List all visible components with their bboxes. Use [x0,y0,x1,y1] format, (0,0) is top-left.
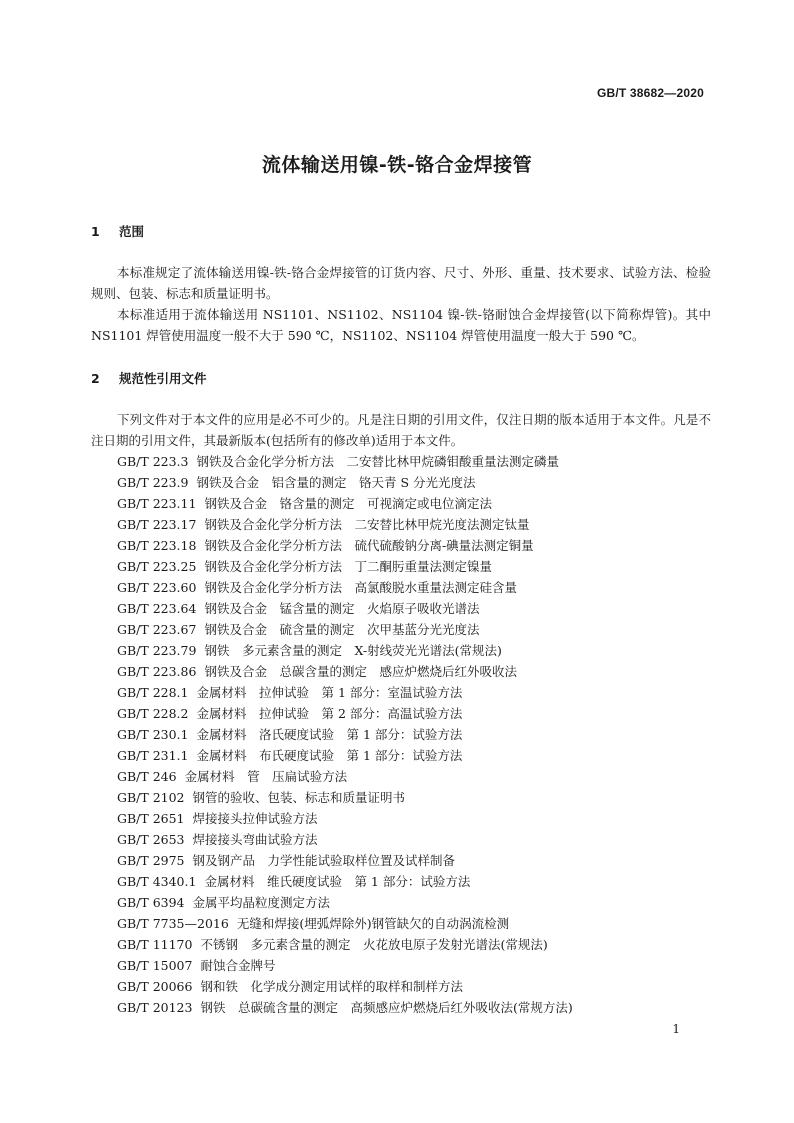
normative-reference-list [117,451,717,1018]
reference-code: GB/T 6394 [117,895,185,910]
reference-item [117,850,717,871]
reference-item [117,703,717,724]
reference-code: GB/T 228.1 [117,685,189,700]
scope-paragraph-2: 本标准适用于流体输送用 NS1101、NS1102、NS1104 镍-铁-铬耐蚀合金焊接管(以下简称焊管)。其中 NS1101 焊管使用温度一般不大于 590 ℃，NS1102、NS1104 焊管使用温度一般大于 590 ℃。 [91,307,711,343]
reference-code: GB/T 223.3 [117,454,189,469]
reference-item [117,871,717,892]
references-intro-paragraph: 下列文件对于本文件的应用是必不可少的。凡是注日期的引用文件，仅注日期的版本适用于本文件。凡是不注日期的引用文件，其最新版本(包括所有的修改单)适用于本文件。 [91,412,711,448]
document-title: 流体输送用镍-铁-铬合金焊接管 [261,154,533,176]
reference-title: 钢铁及合金化学分析方法 高氯酸脱水重量法测定硅含量 [204,580,517,595]
reference-title: 金属材料 拉伸试验 第 1 部分：室温试验方法 [196,685,463,700]
reference-item [117,934,717,955]
reference-code: GB/T 223.64 [117,601,197,616]
reference-code: GB/T 20123 [117,1000,193,1015]
section-1-title: 范围 [119,224,145,239]
reference-code: GB/T 223.79 [117,643,197,658]
reference-item [117,493,717,514]
reference-title: 钢铁及合金 硫含量的测定 次甲基蓝分光光度法 [204,622,480,637]
section-1-heading [91,222,144,240]
section-2-heading [91,369,207,387]
reference-item [117,808,717,829]
reference-code: GB/T 4340.1 [117,874,197,889]
reference-item [117,745,717,766]
reference-item [117,892,717,913]
reference-title: 钢铁及合金化学分析方法 二安替比林甲烷磷钼酸重量法测定磷量 [196,454,559,469]
reference-code: GB/T 20066 [117,979,193,994]
reference-item [117,577,717,598]
reference-title: 钢及钢产品 力学性能试验取样位置及试样制备 [192,853,456,868]
reference-code: GB/T 246 [117,769,177,784]
reference-title: 无缝和焊接(埋弧焊除外)钢管缺欠的自动涡流检测 [236,916,510,931]
section-2-number: 2 [91,371,100,386]
reference-title: 金属材料 洛氏硬度试验 第 1 部分：试验方法 [196,727,463,742]
reference-item [117,619,717,640]
reference-code: GB/T 228.2 [117,706,189,721]
reference-item [117,976,717,997]
reference-code: GB/T 223.17 [117,517,197,532]
reference-item [117,514,717,535]
reference-code: GB/T 223.9 [117,475,189,490]
reference-item [117,955,717,976]
reference-code: GB/T 2653 [117,832,185,847]
reference-title: 钢铁 总碳硫含量的测定 高频感应炉燃烧后红外吸收法(常规方法) [200,1000,573,1015]
scope-paragraph-1: 本标准规定了流体输送用镍-铁-铬合金焊接管的订货内容、尺寸、外形、重量、技术要求、试验方法、检验规则、包装、标志和质量证明书。 [91,265,711,301]
reference-title: 钢铁及合金 锰含量的测定 火焰原子吸收光谱法 [204,601,480,616]
reference-title: 焊接接头拉伸试验方法 [192,811,318,826]
standard-code: GB/T 38682—2020 [596,86,704,100]
reference-code: GB/T 223.67 [117,622,197,637]
reference-title: 钢和铁 化学成分测定用试样的取样和制样方法 [200,979,463,994]
reference-title: 钢铁 多元素含量的测定 X-射线荧光光谱法(常规法) [204,643,502,658]
reference-title: 金属平均晶粒度测定方法 [192,895,331,910]
reference-item [117,472,717,493]
reference-item [117,787,717,808]
reference-item [117,682,717,703]
reference-title: 钢管的验收、包装、标志和质量证明书 [192,790,406,805]
reference-code: GB/T 15007 [117,958,193,973]
reference-title: 钢铁及合金化学分析方法 丁二酮肟重量法测定镍量 [204,559,492,574]
reference-title: 钢铁及合金 铝含量的测定 铬天青 S 分光光度法 [196,475,476,490]
reference-item [117,829,717,850]
page-number: 1 [672,1022,680,1036]
reference-code: GB/T 231.1 [117,748,189,763]
reference-title: 不锈钢 多元素含量的测定 火花放电原子发射光谱法(常规法) [200,937,548,952]
reference-title: 金属材料 布氏硬度试验 第 1 部分：试验方法 [196,748,463,763]
reference-code: GB/T 223.25 [117,559,197,574]
reference-code: GB/T 223.18 [117,538,197,553]
reference-code: GB/T 2651 [117,811,185,826]
reference-item [117,997,717,1018]
reference-title: 金属材料 维氏硬度试验 第 1 部分：试验方法 [204,874,471,889]
reference-item [117,556,717,577]
reference-code: GB/T 223.11 [117,496,197,511]
reference-item [117,913,717,934]
reference-code: GB/T 11170 [117,937,193,952]
section-1-number: 1 [91,224,100,239]
reference-item [117,598,717,619]
reference-title: 金属材料 拉伸试验 第 2 部分：高温试验方法 [196,706,463,721]
reference-code: GB/T 223.86 [117,664,197,679]
reference-item [117,451,717,472]
reference-title: 钢铁及合金 铬含量的测定 可视滴定或电位滴定法 [204,496,492,511]
reference-title: 耐蚀合金牌号 [200,958,276,973]
reference-code: GB/T 7735—2016 [117,916,229,931]
reference-title: 钢铁及合金化学分析方法 二安替比林甲烷光度法测定钛量 [204,517,530,532]
reference-code: GB/T 2975 [117,853,185,868]
reference-item [117,535,717,556]
reference-title: 钢铁及合金 总碳含量的测定 感应炉燃烧后红外吸收法 [204,664,517,679]
reference-code: GB/T 223.60 [117,580,197,595]
reference-item [117,724,717,745]
reference-item [117,661,717,682]
reference-title: 钢铁及合金化学分析方法 硫代硫酸钠分离-碘量法测定铜量 [204,538,534,553]
reference-code: GB/T 230.1 [117,727,189,742]
section-2-title: 规范性引用文件 [119,371,207,386]
reference-code: GB/T 2102 [117,790,185,805]
reference-item [117,640,717,661]
reference-title: 焊接接头弯曲试验方法 [192,832,318,847]
reference-title: 金属材料 管 压扁试验方法 [184,769,348,784]
reference-item [117,766,717,787]
